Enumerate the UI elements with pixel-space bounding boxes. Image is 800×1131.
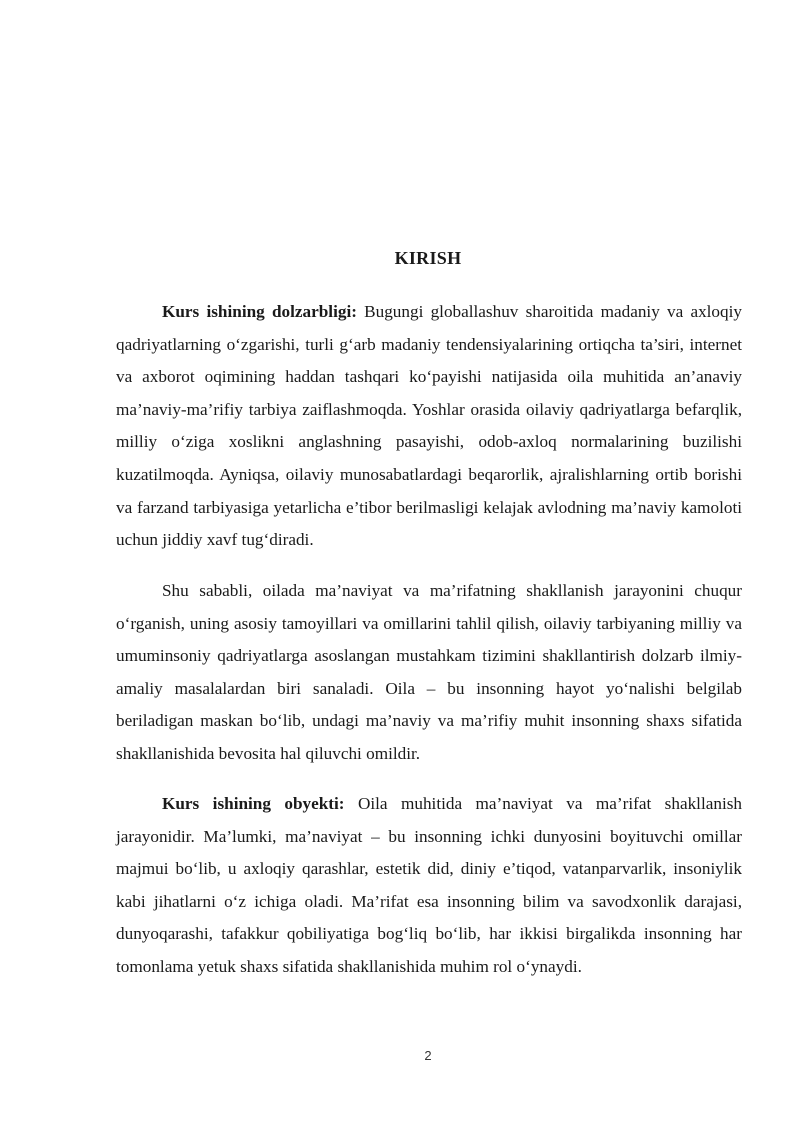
paragraph-rationale	[116, 575, 742, 771]
paragraph-text: Shu sababli, oilada ma’naviyat va ma’rifatning shakllanish jarayonini chuqur o‘rganish, uning asosiy tamoyillari va omillarini tahlil qilish, oilaviy tarbiyaning milliy va umuminsoniy qadriyatlarga asoslangan mustahkam tizimini shakllantirish dolzarb ilmiy-amaliy masalalardan biri sanaladi. Oila – bu insonning hayot yo‘nalishi belgilab beriladigan maskan bo‘lib, undagi ma’naviy va ma’rifiy muhit insonning shaxs sifatida shakllanishida bevosita hal qiluvchi omildir.	[116, 581, 742, 763]
page-number: 2	[424, 1048, 432, 1063]
paragraph-relevance	[116, 296, 742, 557]
paragraph-lead: Kurs ishining dolzarbligi:	[162, 302, 357, 321]
section-heading: KIRISH	[394, 248, 462, 268]
paragraph-text: Oila muhitida ma’naviyat va ma’rifat shakllanish jarayonidir. Ma’lumki, ma’naviyat – bu insonning ichki dunyosini boyituvchi omillar majmui bo‘lib, u axloqiy qarashlar, estetik did, diniy e’tiqod, vatanparvarlik, insoniylik kabi jihatlarni o‘z ichiga oladi. Ma’rifat esa insonning bilim va savodxonlik darajasi, dunyoqarashi, tafakkur qobiliyatiga bog‘liq bo‘lib, har ikkisi birgalikda insonning har tomonlama yetuk shaxs sifatida shakllanishida muhim rol o‘ynaydi.	[116, 794, 743, 976]
paragraph-lead: Kurs ishining obyekti:	[162, 794, 345, 813]
paragraph-object	[116, 788, 742, 984]
paragraph-text: Bugungi globallashuv sharoitida madaniy va axloqiy qadriyatlarning o‘zgarishi, turli g‘arb madaniy tendensiyalarining ortiqcha ta’siri, internet va axborot oqimining haddan tashqari ko‘payishi natijasida oila muhitida an’anaviy ma’naviy-ma’rifiy tarbiya zaiflashmoqda. Yoshlar orasida oilaviy qadriyatlarga befarqlik, milliy o‘ziga xoslikni anglashning pasayishi, odob-axloq normalarining buzilishi kuzatilmoqda. Ayniqsa, oilaviy munosabatlardagi beqarorlik, ajralishlarning ortib borishi va farzand tarbiyasiga yetarlicha e’tibor berilmasligi kelajak avlodning ma’naviy kamoloti uchun jiddiy xavf tug‘diradi.	[116, 302, 742, 550]
